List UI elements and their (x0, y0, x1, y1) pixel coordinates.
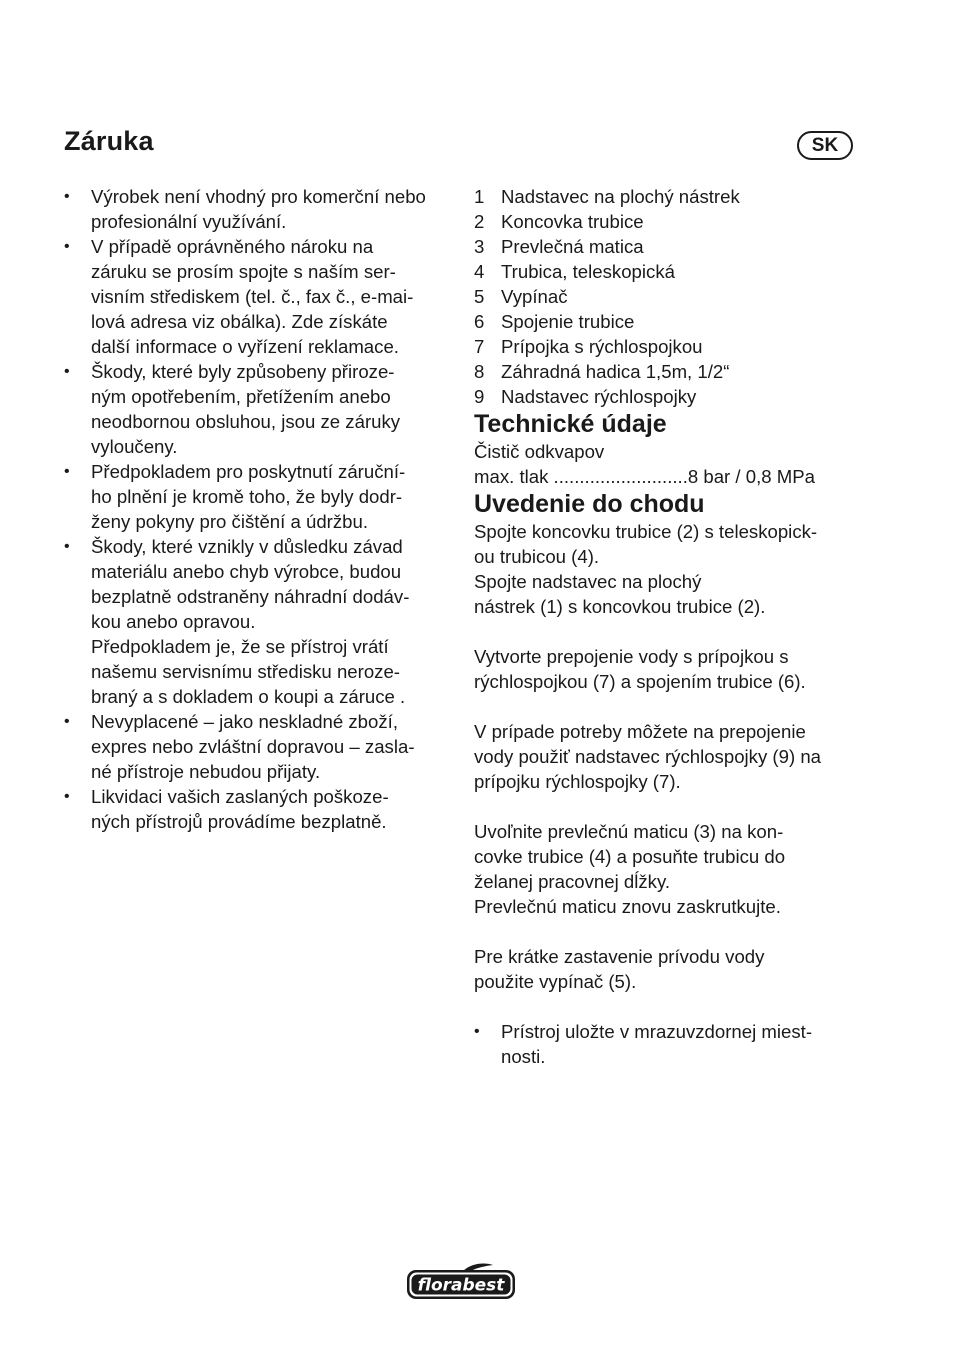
list-item: • Předpokladem pro poskytnutí záruční- ho plnění je kromě toho, že byly dodr- ženy pokyny pro čištění a údržbu. (64, 459, 454, 534)
language-badge: SK (797, 131, 853, 160)
list-item: • Nevyplacené – jako neskladné zboží, expres nebo zvláštní dopravou – zasla- né přístroje nebudou přijaty. (64, 709, 454, 784)
list-item: • Škody, které byly způsobeny přiroze- ným opotřebením, přetížením anebo neodbornou obsluhou, jsou ze záruky vyloučeny. (64, 359, 454, 459)
tech-product: Čistič odkvapov (474, 441, 605, 462)
setup-paragraph: Vytvorte prepojenie vody s prípojkou s rýchlospojkou (7) a spojením trubice (6). (474, 646, 806, 692)
page-title: Záruka (64, 126, 154, 156)
setup-paragraph: V prípade potreby môžete na prepojenie vody použiť nadstavec rýchlospojky (9) na prípojku rýchlospojky (7). (474, 721, 821, 792)
florabest-logo (405, 1262, 517, 1302)
part-item: 2 Koncovka trubice (474, 211, 644, 232)
logo-text: florabest (417, 1275, 505, 1296)
part-item: 6 Spojenie trubice (474, 311, 635, 332)
tech-spec: max. tlak ..........................8 bar / 0,8 MPa (474, 466, 815, 487)
list-item: • Výrobek není vhodný pro komerční nebo profesionální využívání. (64, 184, 454, 234)
part-item: 5 Vypínač (474, 286, 568, 307)
part-item: 7 Prípojka s rýchlospojkou (474, 336, 703, 357)
part-item: 8 Záhradná hadica 1,5m, 1/2“ (474, 361, 730, 382)
part-item: 4 Trubica, teleskopická (474, 261, 675, 282)
setup-heading: Uvedenie do chodu (474, 490, 705, 518)
tech-heading: Technické údaje (474, 410, 667, 438)
warranty-column (64, 184, 454, 834)
info-column (474, 184, 874, 1069)
setup-bullet-list (474, 1019, 874, 1069)
setup-paragraph: Uvoľnite prevlečnú maticu (3) na kon- covke trubice (4) a posuňte trubicu do želanej pracovnej dĺžky. Prevlečnú maticu znovu zaskrutkujte. (474, 821, 786, 917)
part-item: 9 Nadstavec rýchlospojky (474, 386, 697, 407)
list-item: • Prístroj uložte v mrazuvzdornej miest- nosti. (474, 1019, 874, 1069)
list-item: • Likvidaci vašich zaslaných poškoze- ných přístrojů provádíme bezplatně. (64, 784, 454, 834)
part-item: 3 Prevlečná matica (474, 236, 644, 257)
parts-list (474, 184, 874, 409)
setup-paragraph: Spojte koncovku trubice (2) s teleskopick- ou trubicou (4). Spojte nadstavec na plochý nástrek (1) s koncovkou trubice (2). (474, 521, 818, 617)
setup-paragraph: Pre krátke zastavenie prívodu vody použite vypínač (5). (474, 946, 765, 992)
part-item: 1 Nadstavec na plochý nástrek (474, 186, 740, 207)
list-item: • Škody, které vznikly v důsledku závad materiálu anebo chyb výrobce, budou bezplatně odstraněny náhradní dodáv- kou anebo opravou. Předpokladem je, že se přístroj vrátí našemu servisnímu středisku neroze- braný a s dokladem o koupi a záruce . (64, 534, 454, 709)
warranty-list (64, 184, 454, 834)
list-item: • V případě oprávněného nároku na záruku se prosím spojte s naším ser- visním střediskem (tel. č., fax č., e-mai- lová adresa viz obálka). Zde získáte další informace o vyřízení reklamace. (64, 234, 454, 359)
